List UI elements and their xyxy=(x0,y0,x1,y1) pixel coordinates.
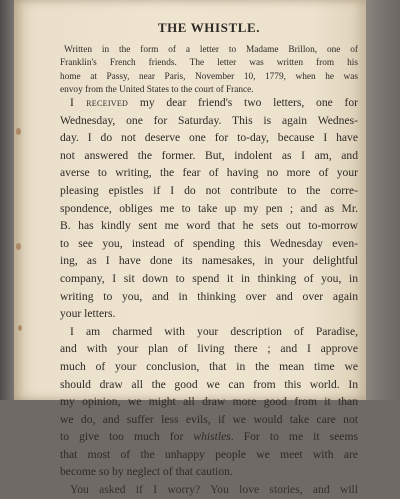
text-line: my opinion, we might all draw more good from it than xyxy=(60,395,358,409)
text-line: and with your plan of living there ; and I approve xyxy=(60,342,358,356)
text-line: that most of the unhappy people we meet with are xyxy=(60,447,358,461)
intro-line: home at Passy, near Paris, November 10, 1779, when he was xyxy=(60,71,358,82)
page-title: THE WHISTLE. xyxy=(157,20,261,35)
italic-word: whistles xyxy=(193,430,231,444)
book-page xyxy=(14,0,366,497)
line-part: . For to me it seems xyxy=(230,430,358,444)
text-line: I am charmed with your description of Paradise, xyxy=(70,324,358,338)
intro-note xyxy=(60,44,358,98)
text-line: company, I sit down to spend it in thinking of you, in xyxy=(60,271,358,285)
text-line: day. I do not deserve one for to-day, because I have xyxy=(60,131,358,145)
foxing-stain xyxy=(16,128,21,135)
intro-line: Written in the form of a letter to Madame Brillon, one of xyxy=(64,45,358,55)
text-line: your letters. xyxy=(60,307,116,321)
text-line: B. has kindly sent me word that he sets out to-morrow xyxy=(60,219,358,233)
paragraph-first-line xyxy=(60,94,358,112)
text-line: should draw all the good we can from this world. In xyxy=(60,377,358,391)
text-line: Wednesday, one for Saturday. This is again Wednes- xyxy=(60,113,358,127)
foxing-stain xyxy=(16,243,21,250)
first-line-rest: my dear friend's two letters, one for xyxy=(128,96,358,109)
text-line: to see you, instead of spending this Wednesday even- xyxy=(60,236,358,250)
text-line-partial: You asked if I worry? You love stories, and will xyxy=(70,483,358,497)
text-line: spondence, obliges me to take up my pen ; and as Mr. xyxy=(60,201,358,215)
foxing-stain xyxy=(18,325,22,331)
text-line: not answered the former. But, indolent as I am, and xyxy=(60,148,358,162)
intro-line: envoy from the United States to the court of France. xyxy=(60,85,254,96)
text-line: averse to writing, the fear of having no more of your xyxy=(60,166,358,180)
text-line: writing to you, and in thinking over and over again xyxy=(60,289,358,303)
opening-small-caps: I received xyxy=(70,96,129,109)
text-line: ing, as I have done its namesakes, in your delightful xyxy=(60,254,358,268)
line-part: to give too much for xyxy=(60,430,194,444)
letter-body xyxy=(60,94,358,499)
book-spine-right xyxy=(364,0,400,400)
text-line: become so by neglect of that caution. xyxy=(60,465,233,479)
text-line: pleasing epistles if I do not contribute to the corre- xyxy=(60,183,358,197)
text-line: we do, and suffer less evils, if we would take care not xyxy=(60,412,358,426)
intro-line: Franklin's French friends. The letter was written from his xyxy=(60,58,358,69)
text-line: much of your conclusion, that in the mean time we xyxy=(60,359,358,373)
text-line xyxy=(60,428,358,446)
